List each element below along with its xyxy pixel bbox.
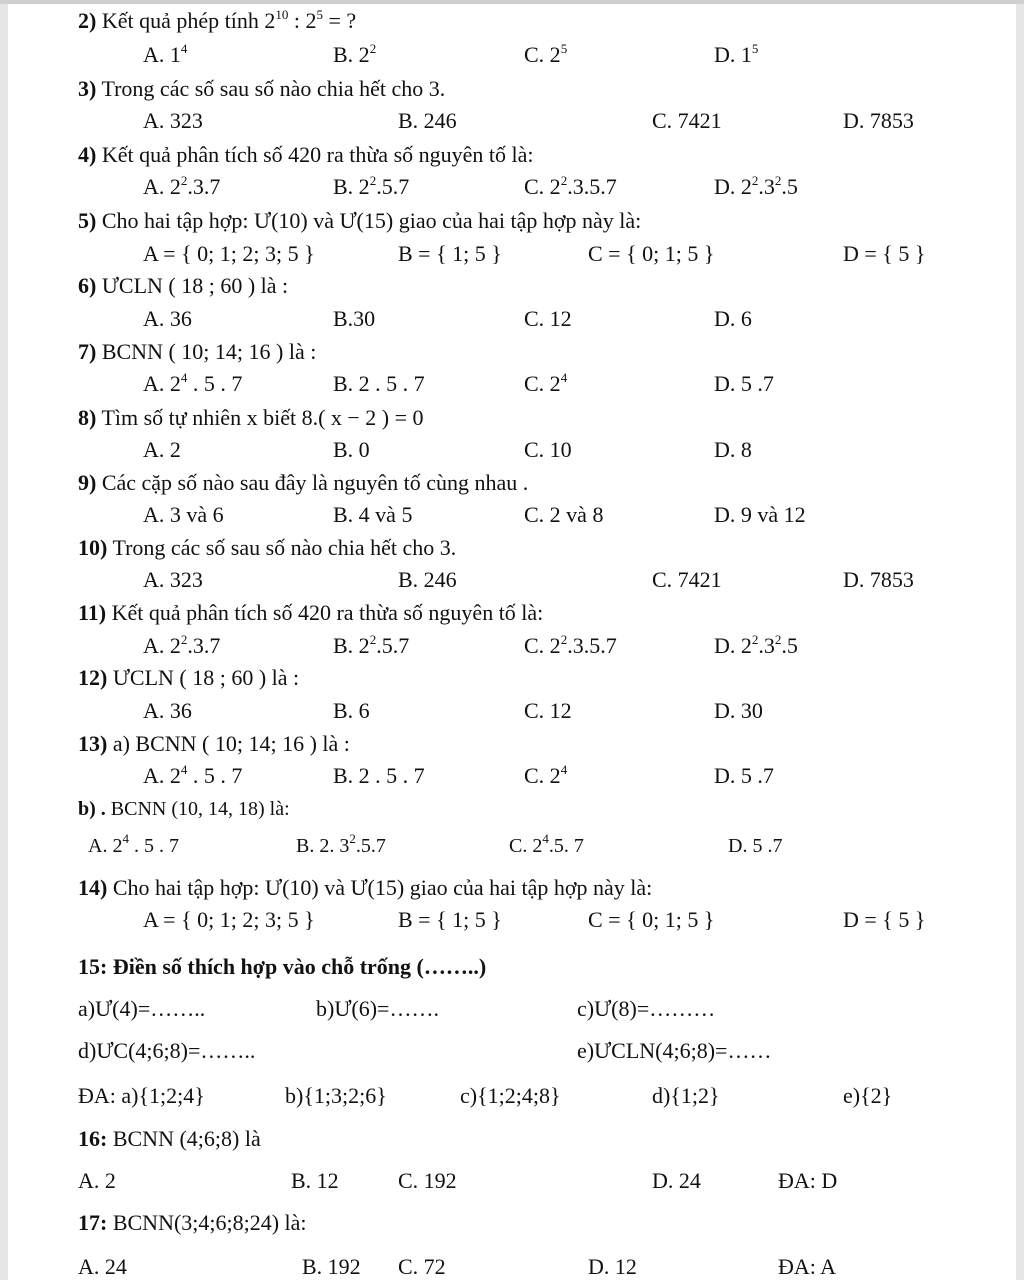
option-c: C. 72 <box>398 1254 446 1279</box>
answer-b: b){1;3;2;6} <box>285 1083 387 1108</box>
question-number: 17: <box>78 1210 108 1235</box>
answer-c: c){1;2;4;8} <box>460 1083 561 1108</box>
question-4 <box>78 142 534 168</box>
question-text: a) BCNN ( 10; 14; 16 ) là : <box>112 731 350 756</box>
option-c: C. $2^4$ <box>524 370 568 396</box>
question-9 <box>78 470 528 496</box>
question-number: 3) <box>78 76 97 101</box>
question-13a <box>78 731 350 757</box>
answer-a: ĐA: a){1;2;4} <box>78 1083 205 1108</box>
option-c: C. $2^4$ <box>524 762 568 788</box>
question-text: BCNN (4;6;8) là <box>112 1126 261 1151</box>
question-3 <box>78 76 445 102</box>
question-number: 5) <box>78 208 97 233</box>
option-d: D = { 5 } <box>843 241 926 266</box>
question-7 <box>78 339 316 365</box>
option-b: B = { 1; 5 } <box>398 907 502 932</box>
question-number: 16: <box>78 1126 108 1151</box>
question-text: Các cặp số nào sau đây là nguyên tố cùng nhau . <box>101 470 529 495</box>
option-a: A. 36 <box>143 306 192 331</box>
answer-key: ĐA: A <box>778 1254 837 1279</box>
question-number: 4) <box>78 142 97 167</box>
question-number: 9) <box>78 470 97 495</box>
option-b: B. $2^2.5.7$ <box>333 173 410 199</box>
left-border <box>0 4 8 1280</box>
option-d: D. 5 .7 <box>714 371 774 396</box>
top-border <box>0 0 1024 4</box>
question-text: = ? <box>322 8 357 33</box>
option-a: A. $2^4$ . 5 . 7 <box>88 831 179 857</box>
option-a: A. $2^2.3.7$ <box>143 173 221 199</box>
option-d: D. 6 <box>714 306 752 331</box>
option-c: C. $2^2.3.5.7$ <box>524 632 617 658</box>
question-text: BCNN ( 10; 14; 16 ) là : <box>101 339 317 364</box>
question-8 <box>78 405 424 431</box>
answer-d: d){1;2} <box>652 1083 720 1108</box>
option-a: A = { 0; 1; 2; 3; 5 } <box>143 907 315 932</box>
question-11 <box>78 600 543 626</box>
option-d: D = { 5 } <box>843 907 926 932</box>
option-b: B. 4 và 5 <box>333 502 413 527</box>
option-d: D. 7853 <box>843 567 914 592</box>
exponent: 10 <box>275 7 289 22</box>
question-text: Kết quả phân tích số 420 ra thừa số nguyên tố là: <box>111 600 544 625</box>
question-number: 11) <box>78 600 107 625</box>
question-number: 7) <box>78 339 97 364</box>
option-a: A. $1^4$ <box>143 41 188 67</box>
question-16 <box>78 1126 261 1152</box>
question-17 <box>78 1210 307 1236</box>
option-d: D. $1^5$ <box>714 41 759 67</box>
exponent: 5 <box>316 7 323 22</box>
option-c: C. 12 <box>524 698 572 723</box>
fill-blank-d: d)ƯC(4;6;8)=…….. <box>78 1038 256 1063</box>
option-b: B. 6 <box>333 698 370 723</box>
fill-blank-c: c)Ư(8)=……… <box>577 996 716 1021</box>
option-b: B. 0 <box>333 437 370 462</box>
question-6 <box>78 273 288 299</box>
option-a: A. 2 <box>143 437 181 462</box>
option-b: B. $2^2$ <box>333 41 377 67</box>
question-number: 8) <box>78 405 97 430</box>
question-number: 10) <box>78 535 108 560</box>
question-text: Cho hai tập hợp: Ư(10) và Ư(15) giao của hai tập hợp này là: <box>101 208 642 233</box>
option-d: D. $2^2.3^2.5$ <box>714 632 798 658</box>
option-c: C. $2^4.5$. 7 <box>509 831 584 857</box>
option-a: A. 323 <box>143 108 203 133</box>
option-a: A. $2^4$ . 5 . 7 <box>143 370 243 396</box>
option-c: C. 12 <box>524 306 572 331</box>
question-5 <box>78 208 641 234</box>
option-c: C = { 0; 1; 5 } <box>588 241 715 266</box>
option-c: C. $2^5$ <box>524 41 568 67</box>
question-text: Trong các số sau số nào chia hết cho 3. <box>101 76 446 101</box>
option-c: C = { 0; 1; 5 } <box>588 907 715 932</box>
option-d: D. $2^2.3^2.5$ <box>714 173 798 199</box>
question-number: 14) <box>78 875 108 900</box>
question-number: 2) <box>78 8 97 33</box>
option-c: C. 2 và 8 <box>524 502 604 527</box>
question-text: ƯCLN ( 18 ; 60 ) là : <box>112 665 300 690</box>
option-b: B. 246 <box>398 108 457 133</box>
question-14 <box>78 875 652 901</box>
question-number: 13) <box>78 731 108 756</box>
option-d: D. 9 và 12 <box>714 502 806 527</box>
answer-e: e){2} <box>843 1083 893 1108</box>
option-a: A. $2^4$ . 5 . 7 <box>143 762 243 788</box>
answer-key: ĐA: D <box>778 1168 838 1193</box>
question-number: b) . <box>78 798 106 820</box>
option-b: B. 12 <box>291 1168 339 1193</box>
question-text: BCNN(3;4;6;8;24) là: <box>112 1210 307 1235</box>
option-d: D. 12 <box>588 1254 637 1279</box>
option-d: D. 8 <box>714 437 752 462</box>
option-b: B. $2^2.5.7$ <box>333 632 410 658</box>
fill-blank-a: a)Ư(4)=…….. <box>78 996 206 1021</box>
option-c: C. 7421 <box>652 108 722 133</box>
option-c: C. 192 <box>398 1168 457 1193</box>
fill-blank-e: e)ƯCLN(4;6;8)=…… <box>577 1038 772 1063</box>
option-b: B. 2 . 5 . 7 <box>333 371 425 396</box>
question-text: Trong các số sau số nào chia hết cho 3. <box>112 535 457 560</box>
option-b: B. 2 . 5 . 7 <box>333 763 425 788</box>
option-b: B. 2. $3^2.5.7$ <box>296 831 386 857</box>
option-a: A. 323 <box>143 567 203 592</box>
fill-blank-b: b)Ư(6)=……. <box>316 996 439 1021</box>
option-c: C. $2^2.3.5.7$ <box>524 173 617 199</box>
option-d: D. 24 <box>652 1168 701 1193</box>
question-text: : 2 <box>288 8 317 33</box>
question-2 <box>78 8 356 34</box>
option-b: B. 246 <box>398 567 457 592</box>
question-text: ƯCLN ( 18 ; 60 ) là : <box>101 273 289 298</box>
option-d: D. 30 <box>714 698 763 723</box>
option-c: C. 7421 <box>652 567 722 592</box>
question-15-title: 15: Điền số thích hợp vào chỗ trống (……..) <box>78 954 487 979</box>
option-d: D. 5 .7 <box>728 835 783 857</box>
question-13b <box>78 796 290 822</box>
question-10 <box>78 535 456 561</box>
question-number: 12) <box>78 665 108 690</box>
option-d: D. 5 .7 <box>714 763 774 788</box>
option-a: A = { 0; 1; 2; 3; 5 } <box>143 241 315 266</box>
question-12 <box>78 665 299 691</box>
question-number: 6) <box>78 273 97 298</box>
question-text: Kết quả phân tích số 420 ra thừa số nguyên tố là: <box>101 142 534 167</box>
option-d: D. 7853 <box>843 108 914 133</box>
right-border <box>1016 4 1024 1280</box>
option-a: A. 36 <box>143 698 192 723</box>
question-text: Tìm số tự nhiên x biết 8.( x − 2 ) = 0 <box>101 405 424 430</box>
question-text: Cho hai tập hợp: Ư(10) và Ư(15) giao của hai tập hợp này là: <box>112 875 653 900</box>
option-c: C. 10 <box>524 437 572 462</box>
question-text: Kết quả phép tính 2 <box>101 8 276 33</box>
option-a: A. 24 <box>78 1254 127 1279</box>
option-a: A. $2^2.3.7$ <box>143 632 221 658</box>
option-a: A. 3 và 6 <box>143 502 224 527</box>
question-text: BCNN (10, 14, 18) là: <box>110 798 290 820</box>
option-b: B.30 <box>333 306 376 331</box>
option-a: A. 2 <box>78 1168 116 1193</box>
option-b: B = { 1; 5 } <box>398 241 502 266</box>
option-b: B. 192 <box>302 1254 361 1279</box>
